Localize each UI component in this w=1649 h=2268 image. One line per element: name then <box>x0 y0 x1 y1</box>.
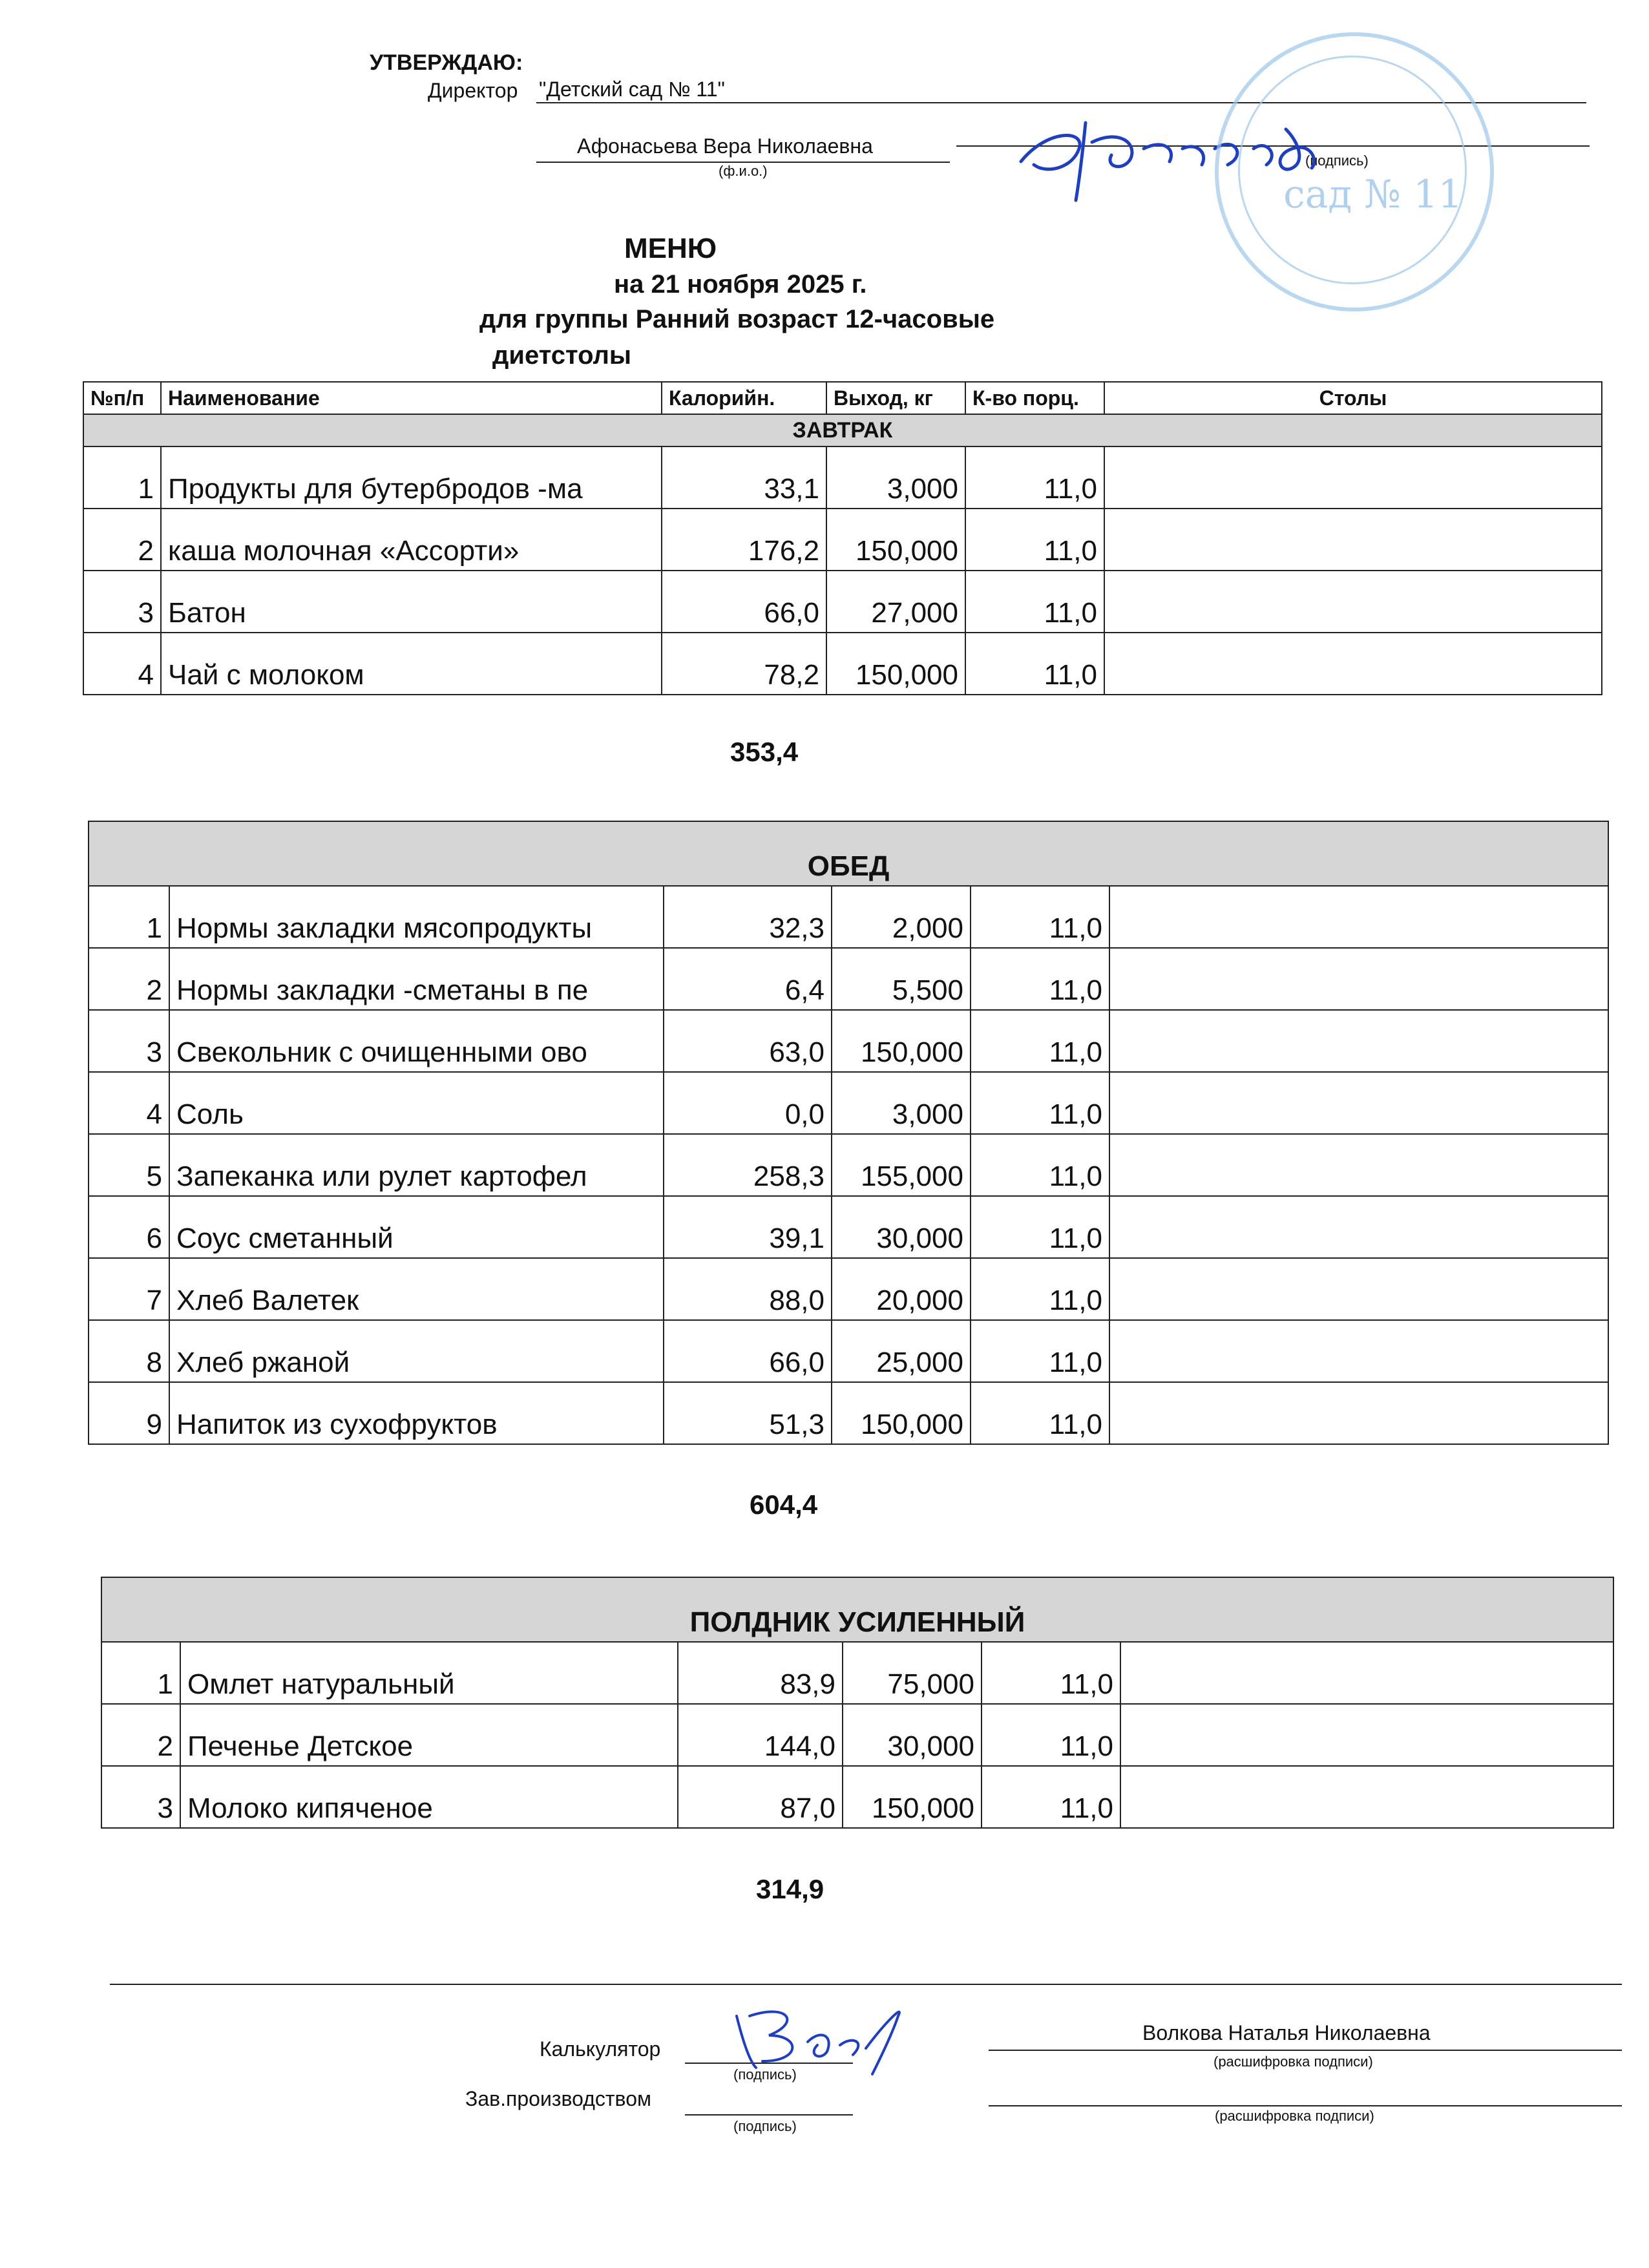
item-num: 3 <box>101 1766 180 1828</box>
item-portions: 11,0 <box>971 1320 1109 1382</box>
item-portions: 11,0 <box>982 1766 1120 1828</box>
calculator-decode-caption: (расшифровка подписи) <box>1213 2053 1373 2070</box>
item-calories: 32,3 <box>664 886 832 948</box>
table-row <box>89 1072 1608 1134</box>
item-calories: 0,0 <box>664 1072 832 1134</box>
item-name: Запеканка или рулет картофел <box>169 1134 664 1196</box>
director-label: Директор <box>428 79 518 102</box>
organization-name: "Детский сад № 11" <box>539 78 725 101</box>
table-row <box>101 1766 1613 1828</box>
item-num: 1 <box>83 446 161 509</box>
item-calories: 87,0 <box>678 1766 843 1828</box>
item-yield: 3,000 <box>832 1072 971 1134</box>
menu-date: на 21 ноября 2025 г. <box>614 270 867 299</box>
item-portions: 11,0 <box>971 1196 1109 1258</box>
table-row <box>89 1320 1608 1382</box>
item-portions: 11,0 <box>965 509 1104 571</box>
item-portions: 11,0 <box>982 1704 1120 1766</box>
table-row <box>83 633 1602 695</box>
item-tables <box>1120 1642 1613 1704</box>
item-tables <box>1109 948 1608 1010</box>
item-portions: 11,0 <box>971 886 1109 948</box>
breakfast-table <box>83 381 1602 695</box>
production-signature-caption: (подпись) <box>733 2118 797 2134</box>
item-calories: 66,0 <box>664 1320 832 1382</box>
item-calories: 66,0 <box>662 571 826 633</box>
item-name: Печенье Детское <box>180 1704 678 1766</box>
item-num: 4 <box>89 1072 169 1134</box>
approve-label: УТВЕРЖДАЮ: <box>370 50 523 75</box>
item-name: Хлеб Валетек <box>169 1258 664 1320</box>
col-name-header: Наименование <box>161 382 662 414</box>
item-num: 1 <box>89 886 169 948</box>
table-row <box>83 571 1602 633</box>
item-yield: 155,000 <box>832 1134 971 1196</box>
fio-caption: (ф.и.о.) <box>719 163 768 179</box>
item-name: Соус сметанный <box>169 1196 664 1258</box>
calculator-signature <box>724 1990 918 2081</box>
item-yield: 5,500 <box>832 948 971 1010</box>
item-name: Напиток из сухофруктов <box>169 1382 664 1444</box>
col-num-header: №п/п <box>83 382 161 414</box>
item-num: 4 <box>83 633 161 695</box>
item-calories: 33,1 <box>662 446 826 509</box>
item-portions: 11,0 <box>971 1010 1109 1072</box>
production-name-line <box>989 2105 1622 2106</box>
item-tables <box>1109 1382 1608 1444</box>
production-label: Зав.производством <box>465 2087 651 2110</box>
col-tables-header: Столы <box>1104 382 1602 414</box>
item-name: Молоко кипяченое <box>180 1766 678 1828</box>
item-num: 8 <box>89 1320 169 1382</box>
item-yield: 2,000 <box>832 886 971 948</box>
item-num: 2 <box>101 1704 180 1766</box>
production-signature-line <box>685 2114 853 2116</box>
table-row <box>101 1704 1613 1766</box>
item-num: 2 <box>83 509 161 571</box>
item-portions: 11,0 <box>982 1642 1120 1704</box>
item-portions: 11,0 <box>971 1072 1109 1134</box>
table-row <box>89 1134 1608 1196</box>
item-yield: 75,000 <box>843 1642 982 1704</box>
item-portions: 11,0 <box>965 446 1104 509</box>
item-name: Нормы закладки -сметаны в пе <box>169 948 664 1010</box>
lunch-table <box>88 821 1609 1445</box>
item-name: Продукты для бутербродов -ма <box>161 446 662 509</box>
item-num: 7 <box>89 1258 169 1320</box>
col-calories-header: Калорийн. <box>662 382 826 414</box>
col-yield-header: Выход, кг <box>826 382 965 414</box>
item-yield: 150,000 <box>832 1010 971 1072</box>
item-calories: 88,0 <box>664 1258 832 1320</box>
item-tables <box>1104 509 1602 571</box>
stamp-text: сад № 11 <box>1283 172 1463 217</box>
menu-group: для группы Ранний возраст 12-часовые <box>479 305 995 333</box>
item-num: 6 <box>89 1196 169 1258</box>
item-tables <box>1109 1134 1608 1196</box>
menu-diet: диетстолы <box>492 341 632 370</box>
item-name: Соль <box>169 1072 664 1134</box>
item-tables <box>1120 1766 1613 1828</box>
item-calories: 63,0 <box>664 1010 832 1072</box>
item-num: 1 <box>101 1642 180 1704</box>
item-portions: 11,0 <box>965 571 1104 633</box>
menu-title: МЕНЮ <box>624 233 717 264</box>
snack-total: 314,9 <box>756 1874 824 1904</box>
item-yield: 25,000 <box>832 1320 971 1382</box>
item-yield: 150,000 <box>826 633 965 695</box>
item-tables <box>1120 1704 1613 1766</box>
item-name: Нормы закладки мясопродукты <box>169 886 664 948</box>
item-name: Омлет натуральный <box>180 1642 678 1704</box>
item-calories: 258,3 <box>664 1134 832 1196</box>
table-row <box>89 1196 1608 1258</box>
item-yield: 3,000 <box>826 446 965 509</box>
table-row <box>89 1382 1608 1444</box>
item-tables <box>1109 1320 1608 1382</box>
item-yield: 150,000 <box>826 509 965 571</box>
item-num: 2 <box>89 948 169 1010</box>
section-title: ПОЛДНИК УСИЛЕННЫЙ <box>101 1577 1613 1642</box>
item-num: 3 <box>83 571 161 633</box>
footer-divider <box>110 1984 1622 1985</box>
item-tables <box>1109 886 1608 948</box>
item-calories: 6,4 <box>664 948 832 1010</box>
calculator-name-line <box>989 2050 1622 2051</box>
item-tables <box>1104 633 1602 695</box>
item-name: Чай с молоком <box>161 633 662 695</box>
table-row <box>89 1258 1608 1320</box>
table-row <box>89 886 1608 948</box>
production-decode-caption: (расшифровка подписи) <box>1215 2108 1374 2124</box>
item-name: каша молочная «Ассорти» <box>161 509 662 571</box>
item-portions: 11,0 <box>971 1382 1109 1444</box>
item-yield: 30,000 <box>843 1704 982 1766</box>
director-signature-caption: (подпись) <box>1305 152 1369 169</box>
item-yield: 27,000 <box>826 571 965 633</box>
item-yield: 150,000 <box>843 1766 982 1828</box>
item-num: 3 <box>89 1010 169 1072</box>
item-calories: 78,2 <box>662 633 826 695</box>
item-name: Батон <box>161 571 662 633</box>
snack-table <box>101 1577 1614 1829</box>
item-calories: 176,2 <box>662 509 826 571</box>
table-row <box>89 1010 1608 1072</box>
section-title: ЗАВТРАК <box>83 414 1602 446</box>
item-portions: 11,0 <box>971 1134 1109 1196</box>
breakfast-total: 353,4 <box>730 737 799 767</box>
item-yield: 30,000 <box>832 1196 971 1258</box>
calculator-label: Калькулятор <box>540 2037 661 2061</box>
item-tables <box>1104 446 1602 509</box>
col-portions-header: К-во порц. <box>965 382 1104 414</box>
item-calories: 144,0 <box>678 1704 843 1766</box>
item-calories: 83,9 <box>678 1642 843 1704</box>
table-row <box>101 1642 1613 1704</box>
item-tables <box>1104 571 1602 633</box>
item-num: 5 <box>89 1134 169 1196</box>
item-num: 9 <box>89 1382 169 1444</box>
lunch-total: 604,4 <box>750 1489 818 1520</box>
item-calories: 39,1 <box>664 1196 832 1258</box>
item-portions: 11,0 <box>965 633 1104 695</box>
item-yield: 20,000 <box>832 1258 971 1320</box>
section-title: ОБЕД <box>89 821 1608 886</box>
item-name: Свекольник с очищенными ово <box>169 1010 664 1072</box>
item-tables <box>1109 1196 1608 1258</box>
item-portions: 11,0 <box>971 1258 1109 1320</box>
item-tables <box>1109 1010 1608 1072</box>
calculator-name: Волкова Наталья Николаевна <box>1142 2021 1431 2044</box>
table-row <box>83 446 1602 509</box>
calculator-signature-caption: (подпись) <box>733 2066 797 2083</box>
item-calories: 51,3 <box>664 1382 832 1444</box>
item-portions: 11,0 <box>971 948 1109 1010</box>
item-tables <box>1109 1072 1608 1134</box>
item-name: Хлеб ржаной <box>169 1320 664 1382</box>
item-yield: 150,000 <box>832 1382 971 1444</box>
director-name: Афонасьева Вера Николаевна <box>577 134 873 158</box>
item-tables <box>1109 1258 1608 1320</box>
table-row <box>89 948 1608 1010</box>
organization-stamp <box>1215 32 1494 311</box>
table-row <box>83 509 1602 571</box>
